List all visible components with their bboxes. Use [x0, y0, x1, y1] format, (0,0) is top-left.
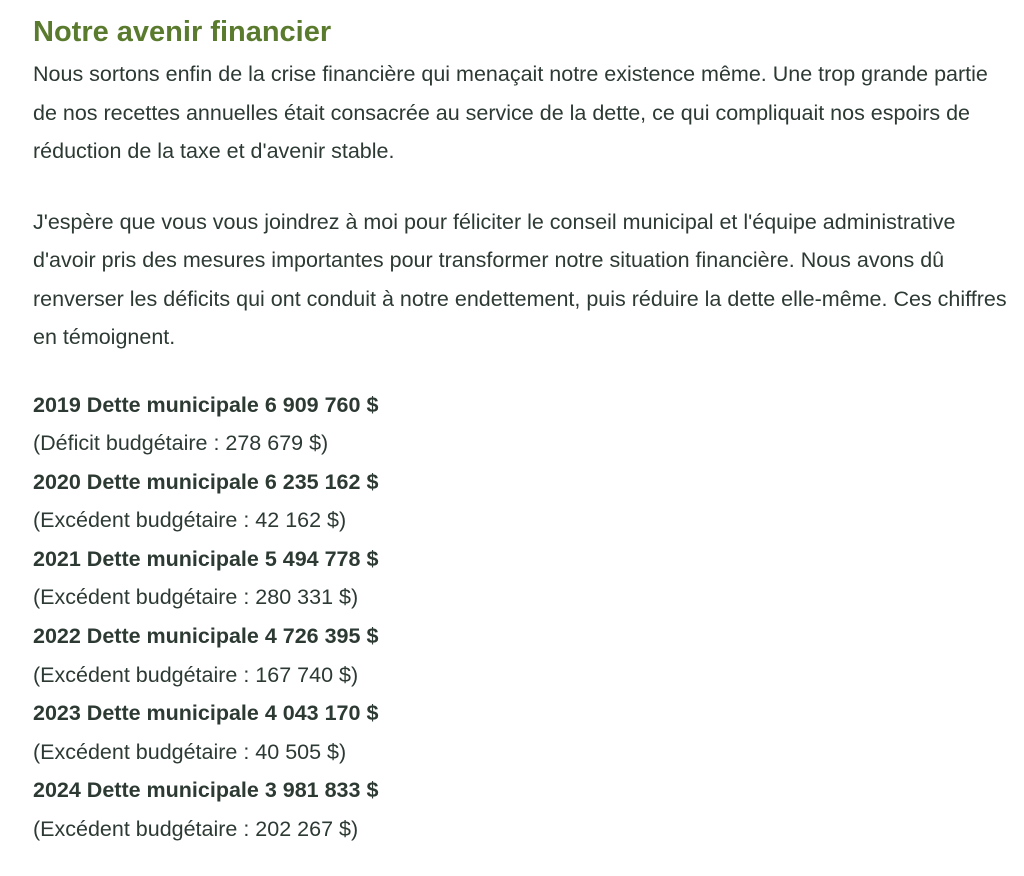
debt-line-2022: 2022 Dette municipale 4 726 395 $ — [33, 624, 379, 649]
section-title: Notre avenir financier — [33, 16, 332, 48]
budget-line-2020: (Excédent budgétaire : 42 162 $) — [33, 508, 347, 533]
budget-line-2024: (Excédent budgétaire : 202 267 $) — [33, 817, 359, 842]
debt-line-2019: 2019 Dette municipale 6 909 760 $ — [33, 392, 379, 417]
budget-line-2021: (Excédent budgétaire : 280 331 $) — [33, 585, 359, 610]
debt-line-2024: 2024 Dette municipale 3 981 833 $ — [33, 778, 379, 803]
debt-line-2020: 2020 Dette municipale 6 235 162 $ — [33, 469, 379, 494]
debt-line-2021: 2021 Dette municipale 5 494 778 $ — [33, 546, 379, 571]
financial-future-section — [33, 14, 1008, 849]
budget-line-2022: (Excédent budgétaire : 167 740 $) — [33, 662, 359, 687]
budget-line-2023: (Excédent budgétaire : 40 505 $) — [33, 739, 347, 764]
debt-line-2023: 2023 Dette municipale 4 043 170 $ — [33, 701, 379, 726]
intro-paragraph: Nous sortons enfin de la crise financière qui menaçait notre existence même. Une trop grande partie de nos recettes annuelles était consacrée au service de la dette, ce qui compliquait nos espoirs de réduction de la taxe et d'avenir stable. — [33, 62, 988, 163]
congratulations-paragraph: J'espère que vous vous joindrez à moi pour féliciter le conseil municipal et l'équipe administrative d'avoir pris des mesures importantes pour transformer notre situation financière. Nous avons dû renverser les déficits qui ont conduit à notre endettement, puis réduire la dette elle-même. Ces chiffres en témoignent. — [33, 209, 1007, 349]
budget-line-2019: (Déficit budgétaire : 278 679 $) — [33, 431, 329, 456]
debt-figures-list — [33, 386, 1008, 849]
